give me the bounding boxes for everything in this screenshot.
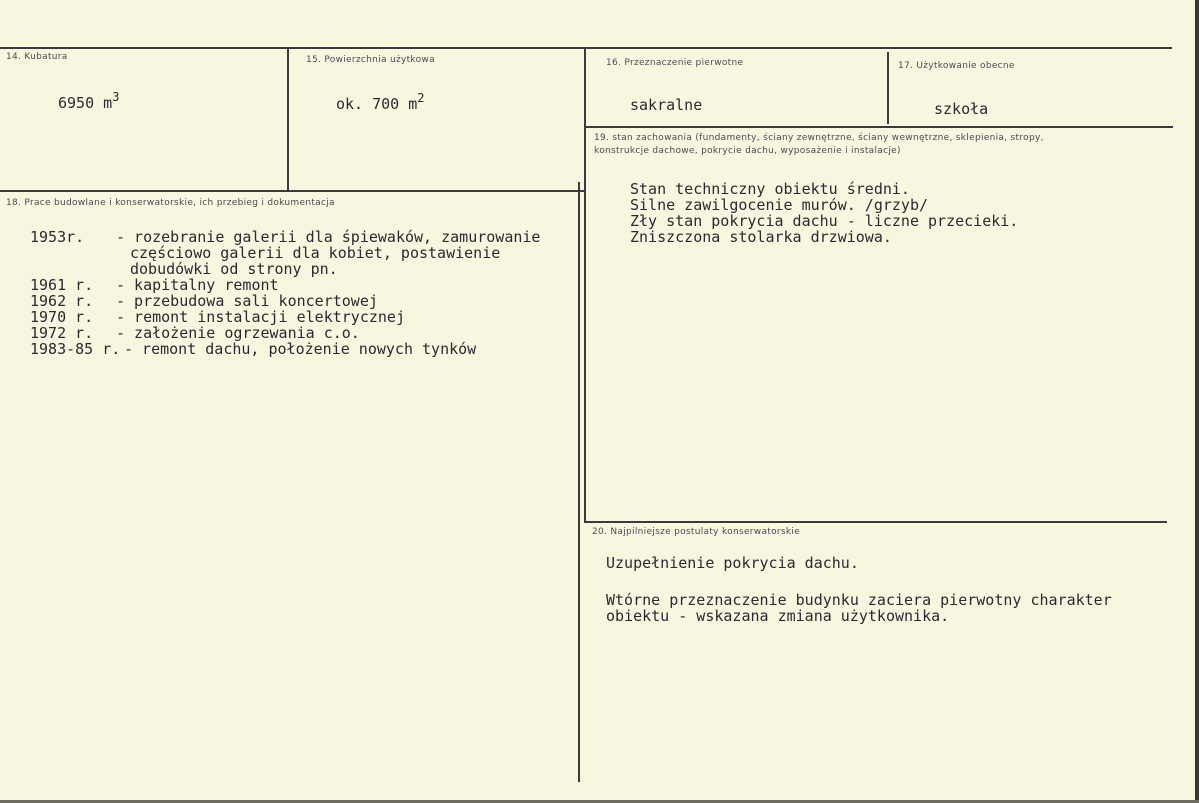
postulate-text-2: [606, 592, 1112, 624]
condition-line: Zły stan pokrycia dachu - liczne przecieki.: [630, 212, 1019, 230]
rule-under-16-17: [586, 126, 1173, 128]
card-edge-shadow: [1195, 0, 1199, 803]
field-14-value: [58, 90, 120, 112]
condition-line: Zniszczona stolarka drzwiowa.: [630, 228, 892, 246]
works-desc-line: - przebudowa sali koncertowej: [116, 292, 378, 310]
divider-14-15: [287, 47, 289, 190]
works-desc-line: - założenie ogrzewania c.o.: [116, 324, 360, 342]
works-year: 1972 r.: [30, 324, 94, 342]
works-desc-line: dobudówki od strony pn.: [130, 260, 338, 278]
volume-unit-power: 3: [112, 90, 120, 104]
postulate-line: obiektu - wskazana zmiana użytkownika.: [606, 607, 950, 625]
field-16-label: 16. Przeznaczenie pierwotne: [606, 58, 744, 68]
field-14-label: 14. Kubatura: [6, 52, 68, 62]
works-desc-line: - remont dachu, położenie nowych tynków: [124, 340, 477, 358]
works-desc-line: - remont instalacji elektrycznej: [116, 308, 405, 326]
main-vertical-divider: [578, 182, 580, 782]
works-list: [30, 228, 541, 358]
volume-value: 6950 m: [58, 94, 113, 112]
works-year: 1983-85 r.: [30, 340, 121, 358]
field-20-label: 20. Najpilniejsze postulaty konserwatorskie: [592, 527, 801, 537]
area-unit-power: 2: [417, 91, 425, 105]
works-desc-line: - kapitalny remont: [116, 276, 279, 294]
works-desc-line: - rozebranie galerii dla śpiewaków, zamurowanie: [116, 228, 541, 246]
works-desc-line: częściowo galerii dla kobiet, postawienie: [130, 244, 501, 262]
area-value: ok. 700 m: [336, 95, 418, 113]
field-19-label-line1: 19. stan zachowania (fundamenty, ściany zewnętrzne, ściany wewnętrzne, sklepienia, stropy,: [594, 133, 1044, 143]
works-year: 1970 r.: [30, 308, 94, 326]
top-rule: [0, 47, 1172, 49]
divider-16-17: [887, 52, 889, 124]
field-19-label: [594, 132, 1094, 158]
condition-text: [630, 181, 1018, 245]
condition-line: Silne zawilgocenie murów. /grzyb/: [630, 196, 929, 214]
works-year: 1961 r.: [30, 276, 94, 294]
field-18-label: 18. Prace budowlane i konserwatorskie, ich przebieg i dokumentacja: [6, 198, 335, 208]
field-19-label-line2: konstrukcje dachowe, pokrycie dachu, wyposażenie i instalacje): [594, 146, 901, 156]
works-entry: [30, 228, 541, 278]
rule-above-18: [0, 190, 584, 192]
works-entry: [30, 292, 378, 310]
field-15-label: 15. Powierzchnia użytkowa: [306, 55, 435, 65]
field-17-label: 17. Użytkowanie obecne: [898, 61, 1015, 71]
works-year: 1962 r.: [30, 292, 94, 310]
works-entry: [30, 276, 279, 294]
condition-line: Stan techniczny obiektu średni.: [630, 180, 910, 198]
field-16-value: sakralne: [630, 96, 703, 114]
works-entry: [30, 308, 405, 326]
left-divider-19: [584, 126, 586, 521]
works-entry: [30, 324, 360, 342]
works-year: 1953r.: [30, 228, 85, 246]
rule-above-20: [584, 521, 1167, 523]
postulate-text-1: Uzupełnienie pokrycia dachu.: [606, 554, 859, 572]
field-17-value: szkoła: [934, 100, 989, 118]
works-entry: [30, 340, 477, 358]
field-15-value: [336, 91, 425, 113]
postulate-line: Wtórne przeznaczenie budynku zaciera pierwotny charakter: [606, 591, 1112, 609]
